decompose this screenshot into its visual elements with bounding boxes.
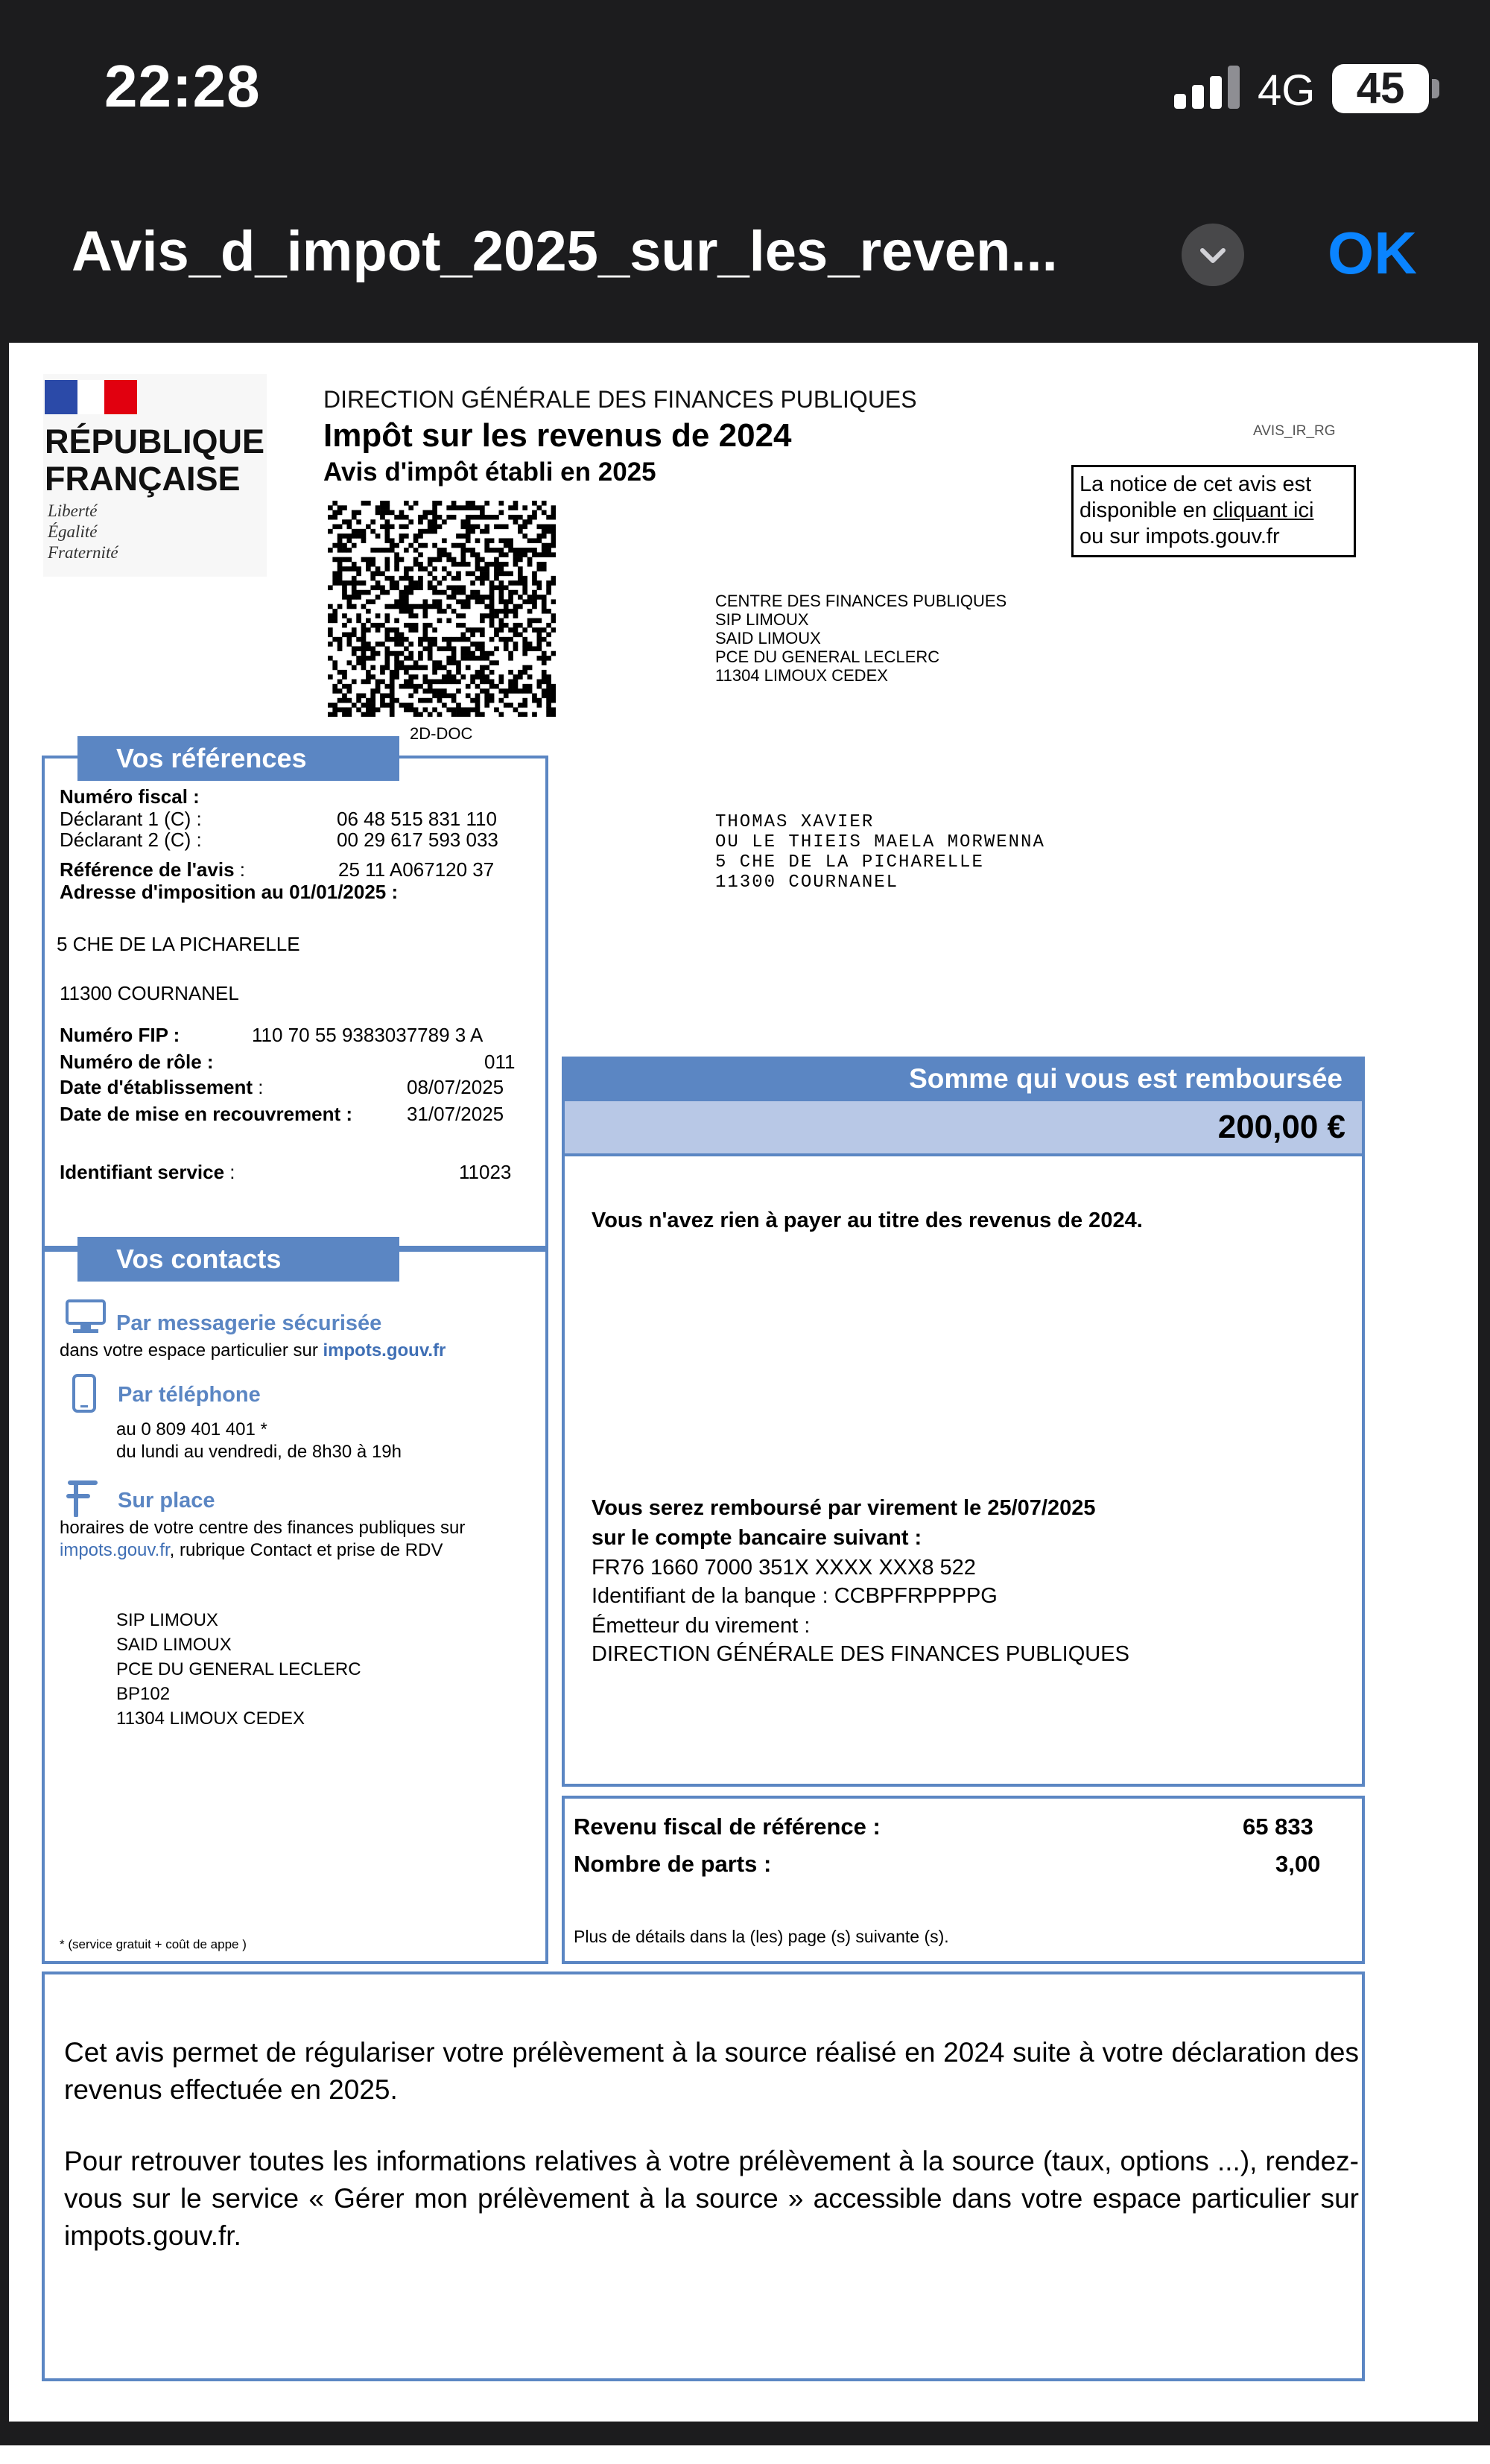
avis-reference-value: 25 11 A067120 37 [338,858,495,881]
fip-value: 110 70 55 9383037789 3 A [252,1024,484,1046]
refund-amount: 200,00 € [562,1101,1365,1156]
phone-number: au 0 809 401 401 * [116,1419,267,1440]
contacts-footnote: * (service gratuit + coût de appe ) [60,1937,247,1951]
onsite-link[interactable]: impots.gouv.fr [60,1540,170,1560]
avis-reference-label: Référence de l'avis : [60,858,245,881]
date-recouvrement-value: 31/07/2025 [407,1103,504,1125]
republique-name: RÉPUBLIQUE FRANÇAISE [45,422,265,498]
date-recouvrement-label: Date de mise en recouvrement : [60,1103,353,1125]
iban: FR76 1660 7000 351X XXXX XXX8 522 [592,1556,976,1580]
tax-address-line2: 11300 COURNANEL [60,982,239,1004]
ok-button[interactable]: OK [1328,220,1417,286]
onsite-text-2: impots.gouv.fr, rubrique Contact et prise de RDV [60,1540,443,1560]
document-code: AVIS_IR_RG [1253,423,1336,439]
phone-hours: du lundi au vendredi, de 8h30 à 19h [116,1442,402,1462]
tax-address-label: Adresse d'imposition au 01/01/2025 : [60,881,399,903]
role-label: Numéro de rôle : [60,1051,214,1073]
battery-icon: 45 [1332,64,1429,113]
phone-title: Par téléphone [118,1383,261,1407]
transfer-account-label: sur le compte bancaire suivant : [592,1526,922,1550]
declarant1-label: Déclarant 1 (C) : [60,808,202,830]
parts-value: 3,00 [1275,1851,1321,1877]
service-id-label: Identifiant service : [60,1161,235,1183]
information-box [42,1971,1365,2381]
onsite-text: horaires de votre centre des finances publiques sur [60,1518,466,1538]
file-title[interactable]: Avis_d_impot_2025_sur_les_reven... [72,220,1058,283]
republique-motto: Liberté Égalité Fraternité [48,501,118,562]
chevron-down-icon[interactable] [1182,224,1244,286]
document-page[interactable] [9,343,1478,2422]
contacts-box [42,1249,548,1964]
tax-office-address: CENTRE DES FINANCES PUBLIQUES SIP LIMOUX SAID LIMOUX PCE DU GENERAL LECLERC 11304 LIMOUX CEDEX [715,592,1007,685]
monitor-icon [66,1299,106,1334]
bank-identifier: Identifiant de la banque : CCBPFRPPPPG [592,1584,998,1608]
transfer-issuer-value: DIRECTION GÉNÉRALE DES FINANCES PUBLIQUES [592,1642,1129,1666]
file-viewer-header [0,201,1490,305]
info-paragraph-2: Pour retrouver toutes les informations relatives à votre prélèvement à la source (taux, options ...), rendez-vous sur le service « Gérer mon prélèvement à la source » accessible dans votre espace particulier sur impots.gouv.fr. [64,2146,1359,2251]
status-bar [0,0,1490,179]
service-id-value: 11023 [459,1161,512,1183]
qr-code-icon [328,501,556,717]
role-value: 011 [484,1051,516,1073]
battery-tip [1432,79,1439,98]
network-type: 4G [1258,66,1316,115]
date-etablissement-label: Date d'établissement : [60,1076,264,1098]
onsite-title: Sur place [118,1489,215,1513]
notice-box: La notice de cet avis est disponible en cliquant ici ou sur impots.gouv.fr [1071,465,1356,557]
references-box [42,756,548,1249]
tax-address-line1: 5 CHE DE LA PICHARELLE [57,933,300,955]
refund-details-box [562,1153,1365,1787]
office-address: SIP LIMOUX SAID LIMOUX PCE DU GENERAL LECLERC BP102 11304 LIMOUX CEDEX [116,1610,361,1729]
fiscal-number-label: Numéro fiscal : [60,785,200,808]
parts-label: Nombre de parts : [574,1851,772,1877]
notice-link[interactable]: cliquant ici [1212,498,1314,522]
details-note: Plus de détails dans la (les) page (s) suivante (s). [574,1927,949,1946]
signal-icon [1174,66,1241,110]
next-page-edge [0,2445,1490,2464]
declarant1-value: 06 48 515 831 110 [337,808,497,830]
messaging-title: Par messagerie sécurisée [116,1311,382,1335]
recipient-address: THOMAS XAVIER OU LE THIEIS MAELA MORWENNA 5 CHE DE LA PICHARELLE 11300 COURNANEL [715,812,1045,893]
messaging-link[interactable]: impots.gouv.fr [323,1340,446,1361]
info-paragraph-1: Cet avis permet de régulariser votre prélèvement à la source réalisé en 2024 suite à votre déclaration des revenus effectuée en 2025. [64,2037,1359,2105]
transfer-issuer-label: Émetteur du virement : [592,1614,811,1638]
rfr-label: Revenu fiscal de référence : [574,1814,881,1840]
contacts-title: Vos contacts [77,1237,399,1282]
transfer-date: Vous serez remboursé par virement le 25/07/2025 [592,1496,1096,1520]
office-icon [66,1480,100,1517]
declarant2-label: Déclarant 2 (C) : [60,829,202,851]
flag-icon [45,380,137,414]
phone-icon [72,1374,97,1413]
status-time: 22:28 [104,53,261,119]
rfr-value: 65 833 [1243,1814,1313,1840]
fip-label: Numéro FIP : [60,1024,180,1046]
refund-header: Somme qui vous est remboursée [562,1057,1365,1101]
date-etablissement-value: 08/07/2025 [407,1076,504,1098]
messaging-text: dans votre espace particulier sur impots.gouv.fr [60,1340,446,1361]
dgfip-header: DIRECTION GÉNÉRALE DES FINANCES PUBLIQUES [323,386,917,413]
document-subtitle: Avis d'impôt établi en 2025 [323,457,656,487]
nothing-to-pay: Vous n'avez rien à payer au titre des revenus de 2024. [592,1209,1143,1232]
references-title: Vos références [77,736,399,781]
qr-label: 2D-DOC [410,724,473,743]
revenue-box [562,1796,1365,1964]
document-title: Impôt sur les revenus de 2024 [323,417,792,454]
declarant2-value: 00 29 617 593 033 [337,829,498,851]
